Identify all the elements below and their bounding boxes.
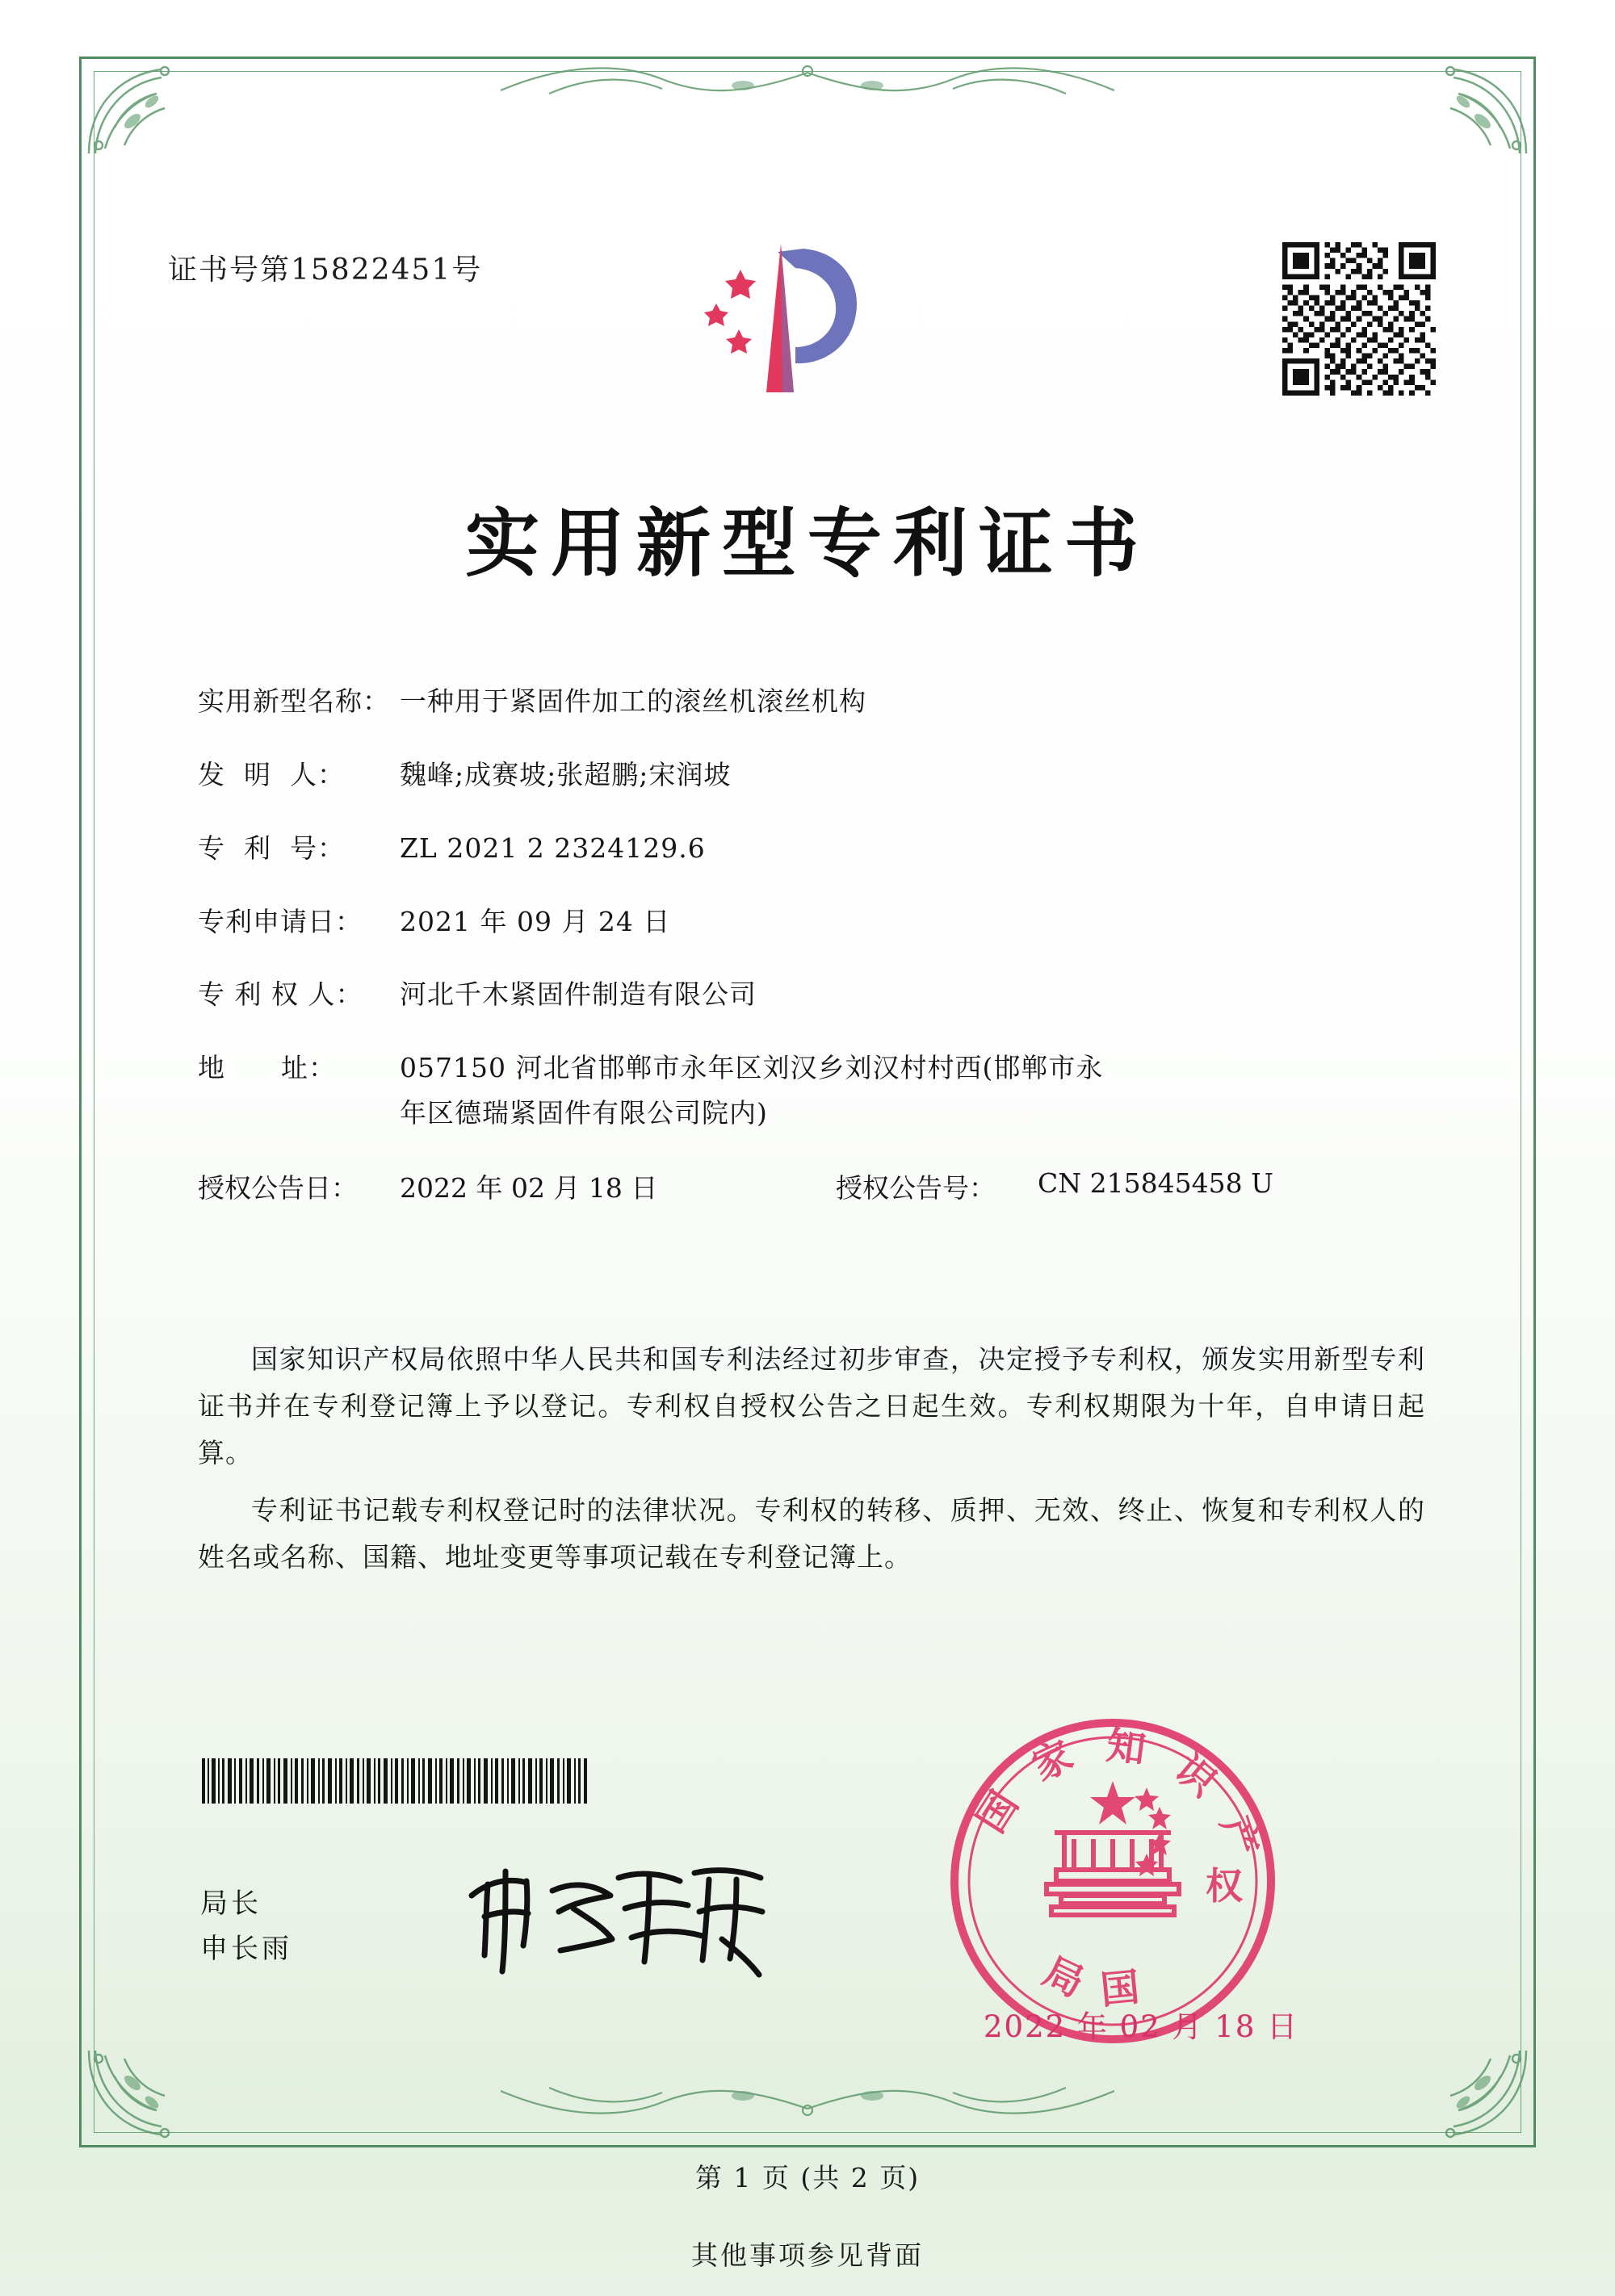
official-seal — [943, 1712, 1282, 2051]
field-list — [198, 682, 1425, 1238]
bottom-edge-ornament-icon — [501, 2072, 1114, 2123]
cnipa-logo-icon — [682, 234, 892, 420]
corner-ornament-icon — [1410, 2046, 1531, 2143]
field-label: 发 明 人： — [198, 758, 345, 790]
seal-date: 2022 年 02 月 18 日 — [984, 2009, 1299, 2044]
certificate-number: 证书号第15822451号 — [168, 253, 483, 287]
field-value: 魏峰;成赛坡;张超鹏;宋润坡 — [400, 758, 732, 790]
field-grant-date — [198, 1167, 836, 1205]
field-address — [198, 1049, 1425, 1133]
handwritten-signature — [452, 1849, 791, 1986]
signature-labels — [200, 1881, 292, 1971]
field-inventors — [198, 756, 1425, 794]
field-value-group — [400, 1049, 1425, 1133]
field-label: 专 利 权 人： — [198, 978, 363, 1011]
field-value: 河北千木紧固件制造有限公司 — [400, 978, 757, 1011]
field-grant-number — [836, 1167, 1425, 1205]
field-patent-number — [198, 829, 1425, 868]
field-utility-model-name — [198, 682, 1425, 721]
director-title: 局长 — [200, 1887, 262, 1920]
director-name: 申长雨 — [200, 1933, 292, 1966]
svg-text:国 家 知 识 产: 国 家 知 识 产 — [968, 1722, 1269, 1870]
field-value: 一种用于紧固件加工的滚丝机滚丝机构 — [400, 685, 866, 717]
field-label: 实用新型名称： — [198, 685, 390, 717]
field-patentee — [198, 975, 1425, 1014]
field-label: 专利申请日： — [198, 905, 363, 937]
field-value-line2: 年区德瑞紧固件有限公司院内) — [400, 1097, 768, 1129]
svg-text:局 国: 局 国 — [1036, 1948, 1148, 2013]
barcode — [200, 1758, 612, 1804]
field-label: 地 址： — [198, 1052, 336, 1084]
field-value: ZL 2021 2 2324129.6 — [400, 832, 706, 864]
svg-text:权: 权 — [1206, 1864, 1243, 1908]
field-value: 2021 年 09 月 24 日 — [400, 905, 671, 937]
field-value-line1: 057150 河北省邯郸市永年区刘汉乡刘汉村村西(邯郸市永 — [400, 1052, 1104, 1084]
field-label: 专 利 号： — [198, 832, 345, 864]
field-value: 2022 年 02 月 18 日 — [400, 1171, 658, 1204]
legal-text — [198, 1336, 1425, 1592]
page-indicator: 第 1 页 (共 2 页) — [694, 2162, 921, 2193]
paragraph-registry: 专利证书记载专利权登记时的法律状况。专利权的转移、质押、无效、终止、恢复和专利权人的姓名或名称、国籍、地址变更等事项记载在专利登记簿上。 — [198, 1494, 1425, 1573]
corner-ornament-icon — [1410, 61, 1531, 158]
corner-ornament-icon — [84, 61, 205, 158]
corner-ornament-icon — [84, 2046, 205, 2143]
field-application-date — [198, 903, 1425, 941]
paragraph-grant: 国家知识产权局依照中华人民共和国专利法经过初步审查，决定授予专利权，颁发实用新型专利证书并在专利登记簿上予以登记。专利权自授权公告之日起生效。专利权期限为十年，自申请日起算。 — [198, 1343, 1425, 1469]
field-label: 授权公告日： — [198, 1171, 358, 1204]
qr-code — [1282, 242, 1436, 396]
top-edge-ornament-icon — [501, 58, 1114, 110]
page-title: 实用新型专利证书 — [464, 500, 1150, 587]
field-label: 授权公告号： — [836, 1171, 996, 1204]
field-grant-row — [198, 1167, 1425, 1205]
footer-note: 其他事项参见背面 — [691, 2239, 924, 2271]
field-value: CN 215845458 U — [1038, 1167, 1273, 1199]
